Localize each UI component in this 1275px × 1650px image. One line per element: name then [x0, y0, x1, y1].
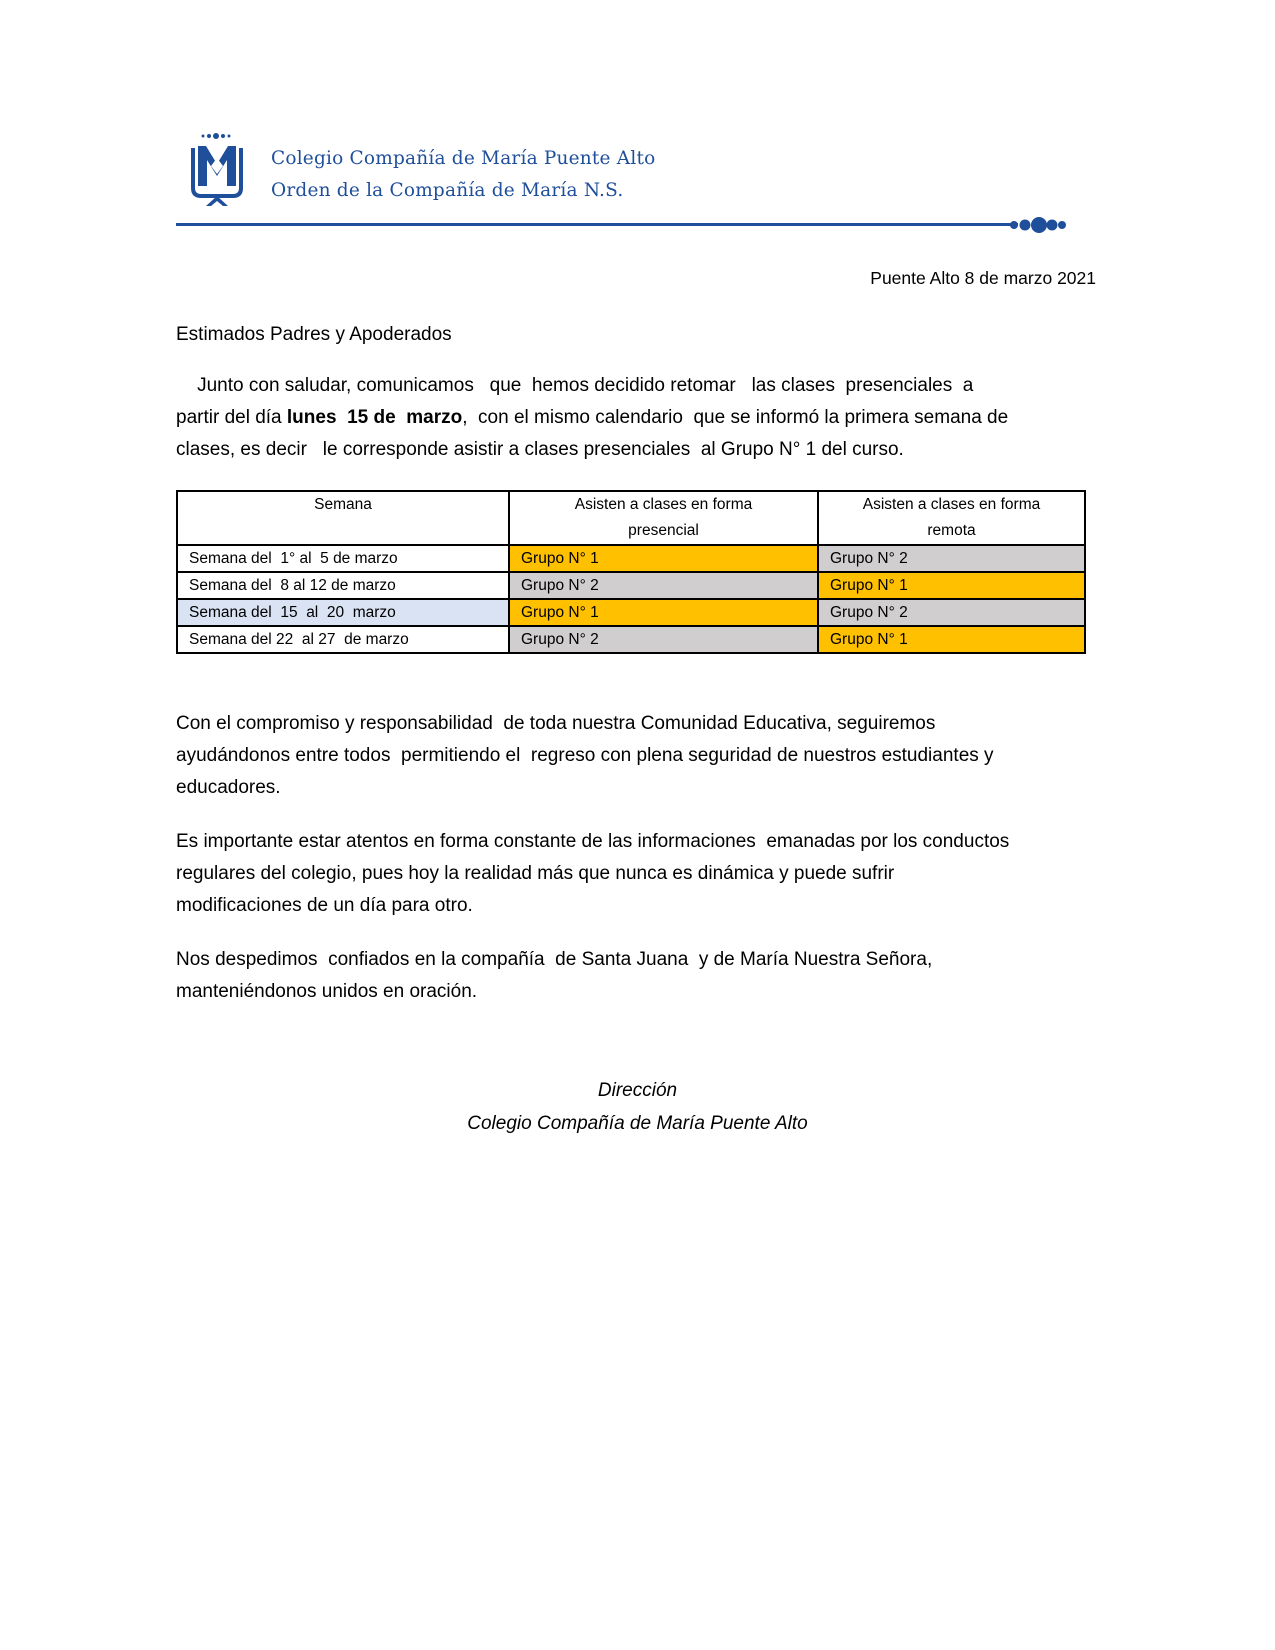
- header-rule: [176, 223, 1018, 226]
- start-date-bold: lunes 15 de marzo: [286, 407, 463, 428]
- week-cell: Semana del 1° al 5 de marzo: [177, 545, 509, 572]
- intro-paragraph: [176, 370, 1096, 466]
- table-row: [177, 545, 1085, 572]
- paragraph-line: Nos despedimos confiados en la compañía de Santa Juana y de María Nuestra Señora,: [176, 949, 933, 970]
- presencial-cell: Grupo N° 1: [509, 599, 818, 626]
- school-name: Colegio Compañía de María Puente Alto: [271, 148, 656, 169]
- paragraph-line: regulares del colegio, pues hoy la realidad más que nunca es dinámica y puede sufrir: [176, 863, 895, 884]
- paragraph-information: [176, 826, 1096, 922]
- schedule-table: [176, 490, 1086, 654]
- header-presencial-line1: Asisten a clases en forma: [574, 496, 753, 513]
- presencial-cell: Grupo N° 2: [509, 572, 818, 599]
- intro-line-2: [176, 402, 1096, 434]
- school-crest-icon: [186, 132, 248, 208]
- paragraph-line: Con el compromiso y responsabilidad de toda nuestra Comunidad Educativa, seguiremos: [176, 713, 936, 734]
- table-row-current-week: [177, 599, 1085, 626]
- week-cell: Semana del 22 al 27 de marzo: [177, 626, 509, 653]
- remota-cell: Grupo N° 1: [818, 626, 1085, 653]
- paragraph-line: modificaciones de un día para otro.: [176, 895, 473, 916]
- presencial-cell: Grupo N° 1: [509, 545, 818, 572]
- order-name: Orden de la Compañía de María N.S.: [271, 180, 624, 201]
- header-week: Semana: [177, 491, 509, 545]
- paragraph-commitment: [176, 708, 1096, 804]
- signature-institution: Colegio Compañía de María Puente Alto: [467, 1113, 808, 1134]
- table-row: [177, 626, 1085, 653]
- header-presencial: [509, 491, 818, 545]
- intro-line-2-end: , con el mismo calendario que se informó la primera semana de: [462, 407, 1009, 428]
- intro-line-1: Junto con saludar, comunicamos que hemos decidido retomar las clases presenciales a: [176, 375, 974, 396]
- header-remota-line1: Asisten a clases en forma: [862, 496, 1041, 513]
- table-row: [177, 572, 1085, 599]
- remota-cell: Grupo N° 2: [818, 545, 1085, 572]
- paragraph-line: manteniéndonos unidos en oración.: [176, 981, 478, 1002]
- signature-title: Dirección: [597, 1080, 678, 1101]
- paragraph-line: educadores.: [176, 777, 281, 798]
- paragraph-line: ayudándonos entre todos permitiendo el regreso con plena seguridad de nuestros estudiantes y: [176, 745, 994, 766]
- paragraph-farewell: [176, 944, 1096, 1008]
- week-cell: Semana del 8 al 12 de marzo: [177, 572, 509, 599]
- remota-cell: Grupo N° 2: [818, 599, 1085, 626]
- header-remota: [818, 491, 1085, 545]
- greeting: Estimados Padres y Apoderados: [176, 324, 452, 345]
- intro-line-2-start: partir del día: [176, 407, 287, 428]
- presencial-cell: Grupo N° 2: [509, 626, 818, 653]
- intro-line-3: clases, es decir le corresponde asistir a clases presenciales al Grupo N° 1 del curso.: [176, 439, 904, 460]
- header-dots-ornament: [1010, 213, 1066, 237]
- remota-cell: Grupo N° 1: [818, 572, 1085, 599]
- header-presencial-line2: presencial: [628, 522, 699, 539]
- week-cell: Semana del 15 al 20 marzo: [177, 599, 509, 626]
- paragraph-line: Es importante estar atentos en forma constante de las informaciones emanadas por los conductos: [176, 831, 1010, 852]
- letter-date: Puente Alto 8 de marzo 2021: [870, 268, 1096, 288]
- table-header-row: [177, 491, 1085, 545]
- header-remota-line2: remota: [927, 522, 976, 539]
